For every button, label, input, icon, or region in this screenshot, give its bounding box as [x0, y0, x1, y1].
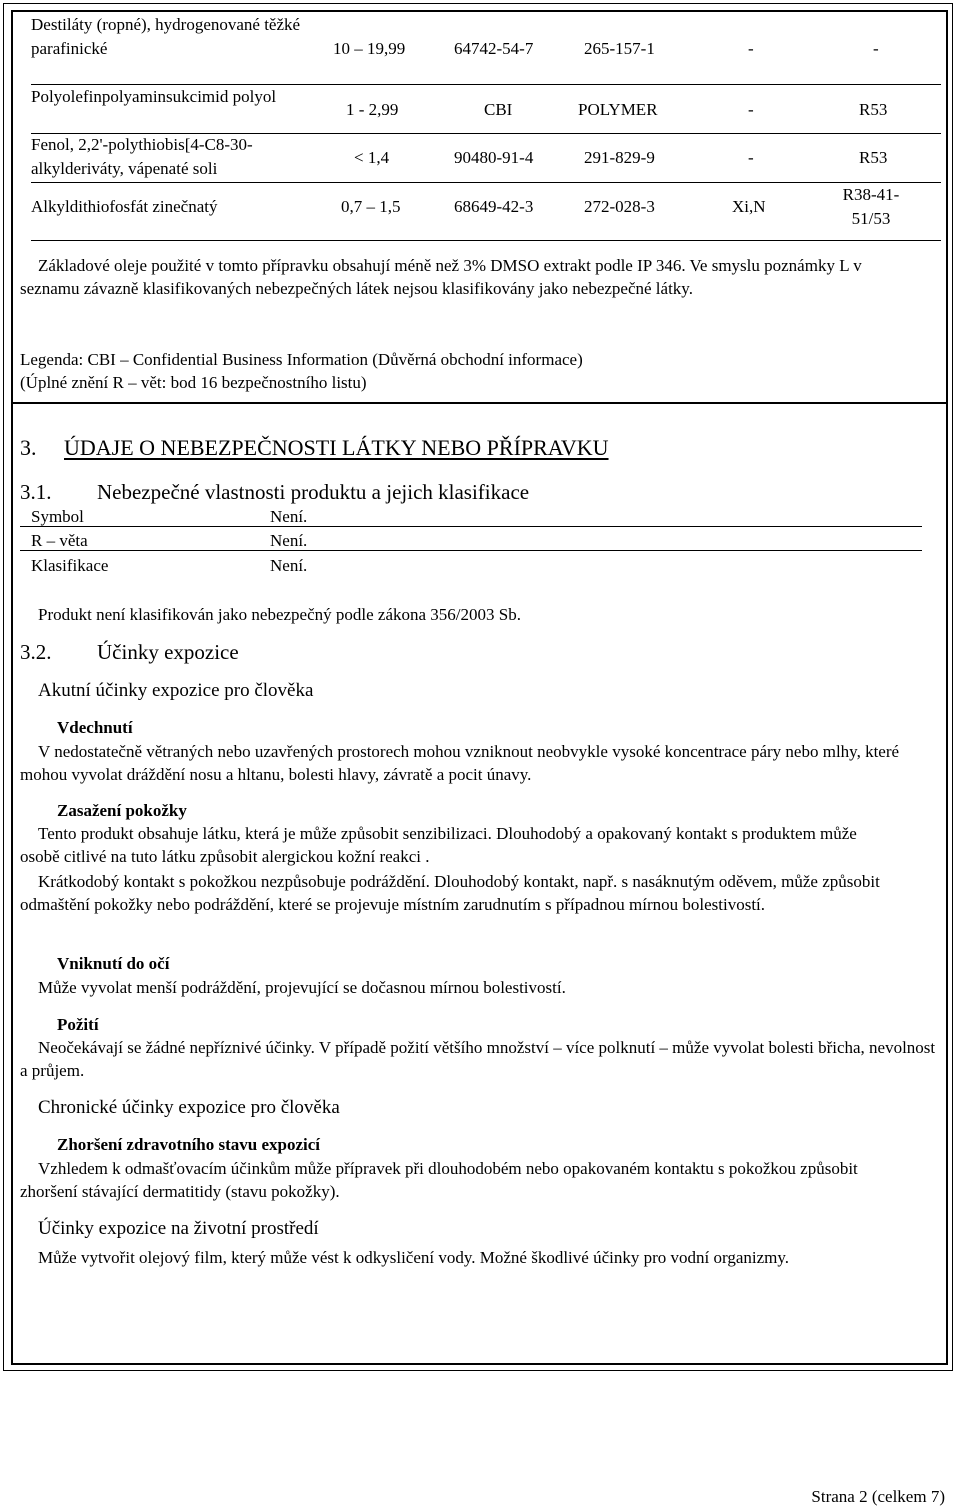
component-concentration: 1 - 2,99 — [346, 100, 399, 119]
classification-label: Symbol — [31, 507, 84, 526]
inhalation-text: V nedostatečně větraných nebo uzavřených prostorech mohou vzniknout neobvykle vysoké koncentrace páry nebo mlhy, které mohou vyvolat dráždění nosu a hltanu, bolesti hlavy, závratě a pocit únavy. — [20, 742, 900, 784]
component-name: Polyolefinpolyaminsukcimid polyol — [31, 87, 277, 106]
environment-effects-text: Může vytvořit olejový film, který může vést k odkysličení vody. Možné škodlivé účinky pro vodní organizmy. — [38, 1248, 790, 1267]
component-r-phrases: R53 — [859, 100, 888, 119]
component-r-phrases: - — [873, 39, 879, 58]
component-cas: 64742-54-7 — [454, 39, 534, 58]
acute-effects-heading: Akutní účinky expozice pro člověka — [38, 680, 314, 701]
table-rule — [31, 240, 941, 241]
skin-contact-heading: Zasažení pokožky — [57, 801, 187, 820]
component-symbol: - — [748, 148, 754, 167]
component-concentration: 0,7 – 1,5 — [341, 197, 401, 216]
section-number: 3. — [20, 435, 37, 460]
base-oil-note: Základové oleje použité v tomto přípravku obsahují méně než 3% DMSO extrakt podle IP 346. Ve smyslu poznámky L v seznamu závazně klasifikovaných nebezpečných látek nejsou klasifikovány jako nebezpečné látky. — [20, 256, 862, 298]
component-ec: 272-028-3 — [584, 197, 655, 216]
ingestion-heading: Požití — [57, 1015, 99, 1034]
classification-rule — [20, 526, 922, 527]
classification-label: R – věta — [31, 531, 88, 550]
component-ec: POLYMER — [578, 100, 658, 119]
component-concentration: < 1,4 — [354, 148, 390, 167]
chronic-effects-heading: Chronické účinky expozice pro člověka — [38, 1097, 340, 1118]
component-symbol: - — [748, 39, 754, 58]
health-worsening-heading: Zhoršení zdravotního stavu expozicí — [57, 1135, 321, 1154]
component-cas: 90480-91-4 — [454, 148, 534, 167]
eye-contact-heading: Vniknutí do očí — [57, 954, 170, 973]
component-name: Destiláty (ropné), hydrogenované těžké parafinické — [31, 15, 301, 58]
not-classified-statement: Produkt není klasifikován jako nebezpečný podle zákona 356/2003 Sb. — [38, 605, 521, 624]
subsection-title: Účinky expozice — [97, 640, 239, 664]
component-cas: CBI — [484, 100, 513, 119]
classification-value: Není. — [270, 507, 308, 526]
inhalation-heading: Vdechnutí — [57, 718, 133, 737]
classification-value: Není. — [270, 556, 308, 575]
classification-label: Klasifikace — [31, 556, 109, 575]
component-r-phrases: R38-41-51/53 — [842, 185, 900, 228]
legend-line-2: (Úplné znění R – vět: bod 16 bezpečnostního listu) — [20, 373, 367, 392]
classification-rule — [20, 550, 922, 551]
subsection-title: Nebezpečné vlastnosti produktu a jejich klasifikace — [97, 480, 530, 504]
component-name: Alkyldithiofosfát zinečnatý — [31, 197, 218, 216]
component-name: Fenol, 2,2'-polythiobis[4-C8-30-alkylderiváty, vápenaté soli — [31, 135, 253, 178]
component-concentration: 10 – 19,99 — [333, 39, 406, 58]
skin-contact-text-2: Krátkodobý kontakt s pokožkou nezpůsobuje podráždění. Dlouhodobý kontakt, např. s nasáknutým oděvem, může způsobit odmaštění pokožky nebo podráždění, které se projevuje místním zarudnutím s případnou mírnou bolestivostí. — [20, 872, 880, 914]
ingestion-text: Neočekávají se žádné nepříznivé účinky. V případě požití většího množství – více polknutí – může vyvolat bolesti břicha, nevolnost a průjem. — [20, 1038, 936, 1080]
legend-line-1: Legenda: CBI – Confidential Business Information (Důvěrná obchodní informace) — [20, 350, 583, 369]
environment-effects-heading: Účinky expozice na životní prostředí — [38, 1218, 319, 1239]
section-title: ÚDAJE O NEBEZPEČNOSTI LÁTKY NEBO PŘÍPRAVKU — [64, 435, 609, 460]
component-ec: 291-829-9 — [584, 148, 655, 167]
component-ec: 265-157-1 — [584, 39, 655, 58]
subsection-number: 3.2. — [20, 640, 52, 664]
component-cas: 68649-42-3 — [454, 197, 534, 216]
table-rule — [31, 182, 941, 183]
health-worsening-text: Vzhledem k odmašťovacím účinkům může přípravek při dlouhodobém nebo opakovaném kontaktu s pokožkou způsobit zhoršení stávající dermatitidy (stavu pokožky). — [20, 1159, 858, 1201]
component-r-phrases: R53 — [859, 148, 888, 167]
component-symbol: - — [748, 100, 754, 119]
eye-contact-text: Může vyvolat menší podráždění, projevující se dočasnou mírnou bolestivostí. — [38, 978, 566, 997]
classification-value: Není. — [270, 531, 308, 550]
skin-contact-text-1: Tento produkt obsahuje látku, která je může způsobit senzibilizaci. Dlouhodobý a opakovaný kontakt s produktem může osobě citlivé na tuto látku způsobit alergickou kožní reakci . — [20, 824, 857, 866]
component-symbol: Xi,N — [732, 197, 766, 216]
subsection-number: 3.1. — [20, 480, 52, 504]
page-number: Strana 2 (celkem 7) — [811, 1487, 945, 1506]
